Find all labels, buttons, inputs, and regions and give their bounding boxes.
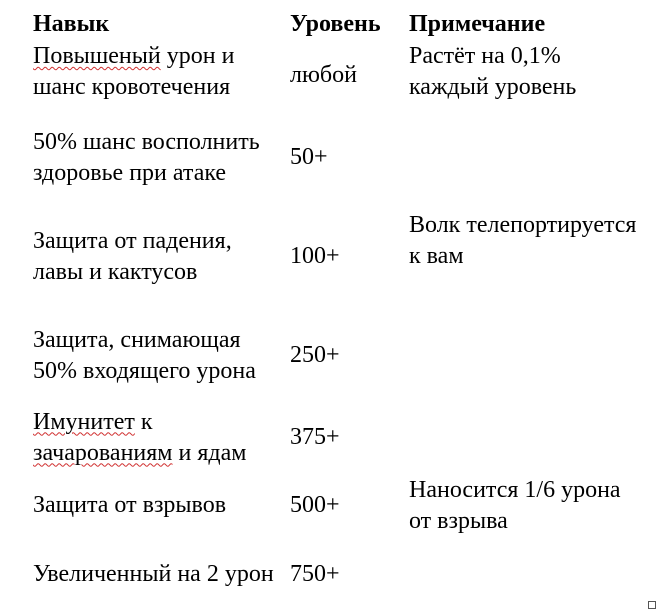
skill-cell (27, 41, 284, 109)
table-row (27, 307, 648, 404)
skill-cell: Увеличенный на 2 урон (33, 560, 274, 587)
table-row (27, 109, 648, 206)
note-cell (403, 540, 648, 608)
note-cell: Растёт на 0,1% каждый уровень (409, 43, 577, 100)
skill-text: урон и шанс кровотечения (33, 43, 235, 100)
note-cell (403, 307, 648, 404)
table-row (27, 41, 648, 109)
skill-text: и ядам (172, 439, 247, 466)
header-level: Уровень (290, 11, 381, 37)
level-cell: 375+ (290, 424, 340, 450)
level-cell: 500+ (290, 492, 340, 518)
skill-cell (27, 404, 284, 471)
skill-cell: Защита, снимающая 50% входящего урона (33, 326, 256, 384)
table-row (27, 540, 648, 608)
level-cell: 100+ (290, 243, 340, 269)
spellcheck-word: Имунитет (33, 408, 135, 435)
note-cell: Волк телепортируется к вам (409, 212, 637, 269)
resize-handle[interactable] (648, 601, 656, 609)
skill-cell: Защита от взрывов (33, 492, 227, 518)
table-row (27, 404, 648, 471)
note-cell: Наносится 1/6 урона от взрыва (409, 476, 621, 534)
header-note: Примечание (409, 11, 546, 37)
spellcheck-word: зачарованиям (33, 439, 173, 466)
skill-cell: 50% шанс восполнить здоровье при атаке (33, 128, 260, 186)
skills-table (27, 6, 648, 608)
table-row (27, 206, 648, 307)
level-cell: 250+ (290, 342, 340, 368)
level-cell: 50+ (290, 144, 328, 170)
header-skill: Навык (33, 11, 110, 37)
note-cell (403, 404, 648, 471)
table-row (27, 471, 648, 540)
level-cell: любой (290, 61, 357, 88)
note-cell (403, 109, 648, 206)
level-cell: 750+ (290, 560, 340, 587)
skill-cell: Защита от падения, лавы и кактусов (33, 227, 232, 285)
header-row (27, 6, 648, 41)
spellcheck-word: Повышеный (33, 43, 161, 69)
skill-text: к (134, 408, 153, 435)
